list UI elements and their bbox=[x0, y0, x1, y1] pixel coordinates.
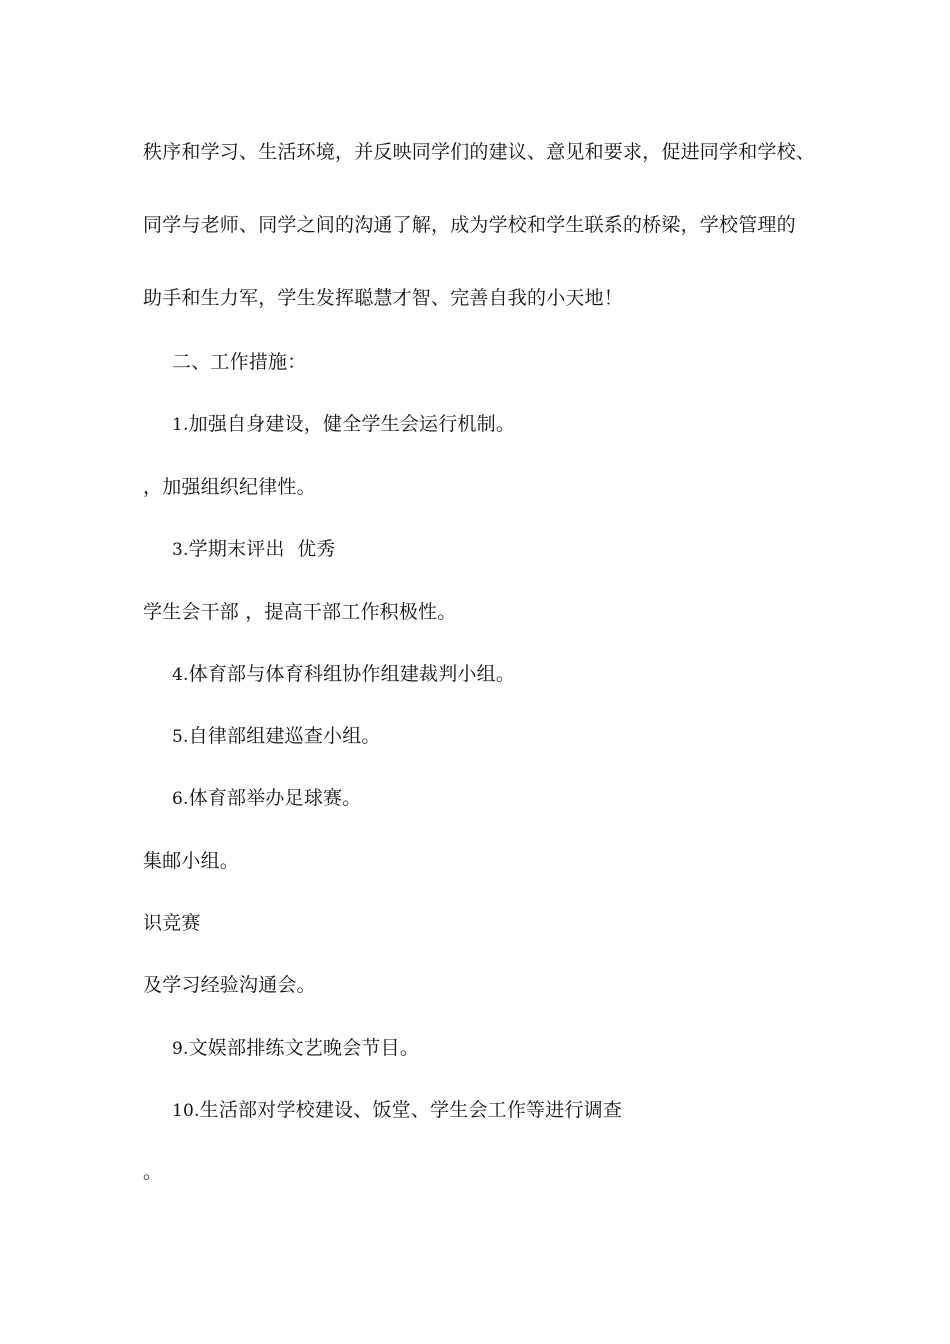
section-heading: 二、工作措施： bbox=[172, 351, 307, 373]
list-item-text: 自律部组建巡查小组。 bbox=[188, 725, 381, 747]
paragraph-line-2: 同学与老师、同学之间的沟通了解，成为学校和学生联系的桥梁，学校管理的 bbox=[143, 214, 796, 236]
list-item-10 bbox=[172, 1098, 622, 1123]
list-continuation-line: 识竞赛 bbox=[143, 912, 201, 934]
list-item-text: 生活部对学校建设、饭堂、学生会工作等进行调查 bbox=[199, 1099, 623, 1121]
list-item-text: 学期末评出 优秀 bbox=[188, 538, 336, 560]
list-number: 10. bbox=[172, 1101, 200, 1121]
paragraph-line-3: 助手和生力军，学生发挥聪慧才智、完善自我的小天地！ bbox=[143, 287, 624, 309]
list-continuation-line: ，加强组织纪律性。 bbox=[143, 476, 316, 498]
list-item-3 bbox=[172, 537, 336, 562]
list-number: 6. bbox=[172, 789, 189, 809]
list-item-1 bbox=[172, 412, 515, 437]
list-item-text: 体育部举办足球赛。 bbox=[188, 787, 362, 809]
list-number: 1. bbox=[172, 415, 189, 435]
list-item-4 bbox=[172, 662, 515, 687]
list-continuation-line: 集邮小组。 bbox=[143, 850, 240, 872]
list-continuation-line: 及学习经验沟通会。 bbox=[143, 974, 316, 996]
list-continuation-line: 。 bbox=[143, 1161, 163, 1183]
list-number: 5. bbox=[172, 727, 189, 747]
list-item-text: 体育部与体育科组协作组建裁判小组。 bbox=[188, 663, 516, 685]
list-number: 9. bbox=[172, 1039, 189, 1059]
paragraph-line-1: 秩序和学习、生活环境，并反映同学们的建议、意见和要求，促进同学和学校、 bbox=[143, 141, 816, 163]
list-number: 3. bbox=[172, 540, 189, 560]
list-continuation-line: 学生会干部 ，提高干部工作积极性。 bbox=[143, 601, 457, 623]
list-number: 4. bbox=[172, 665, 189, 685]
list-item-6 bbox=[172, 786, 361, 811]
list-item-9 bbox=[172, 1036, 419, 1061]
list-item-5 bbox=[172, 724, 381, 749]
list-item-text: 文娱部排练文艺晚会节目。 bbox=[188, 1037, 420, 1059]
list-item-text: 加强自身建设，健全学生会运行机制。 bbox=[188, 413, 516, 435]
